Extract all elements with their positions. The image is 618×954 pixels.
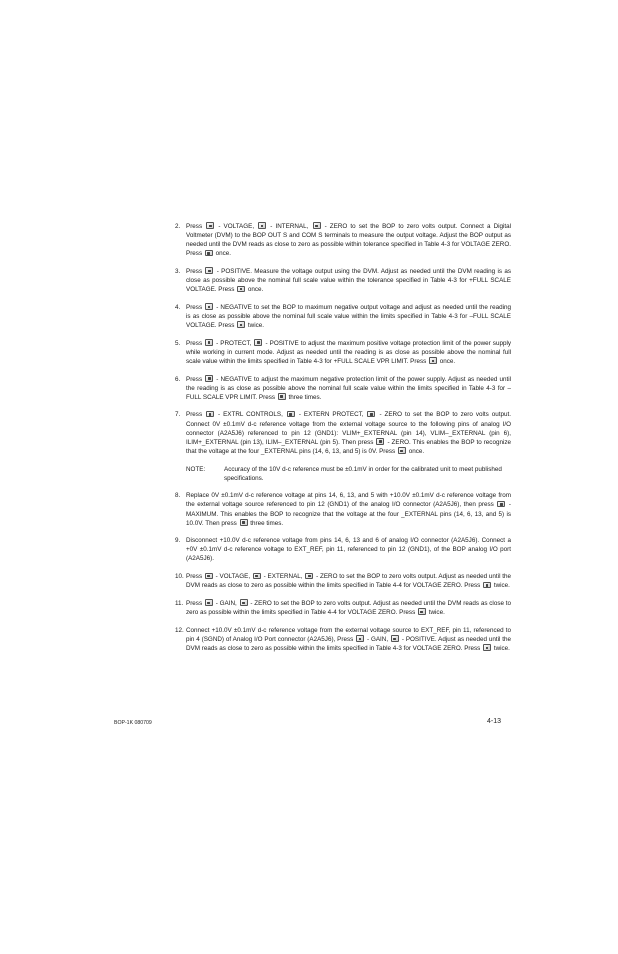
step-text (186, 626, 511, 653)
step-text (186, 536, 511, 563)
keypad-key-icon (367, 411, 375, 418)
keypad-key-icon (240, 519, 248, 526)
step-text-segment: once. (247, 286, 264, 294)
keypad-key-icon (205, 267, 213, 274)
procedure-step (175, 572, 511, 590)
step-text-segment: twice. (247, 322, 265, 330)
step-text-segment: - ZERO to set the BOP to zero volts output. Connect a Digital Voltmeter (DVM) to the BOP OUT S and COM S terminals to measure the output voltage. Adjust the BOP output as needed until the DVM reads as close to zero as possible within tolerance specified in Table 4-3 for VOLTAGE ZERO. Press (186, 223, 512, 258)
step-text-segment: - ZERO to set the BOP to zero volts output. Adjust as needed until the DVM reads as close to zero as possible within the limits specified in Table 4-4 for VOLTAGE ZERO. Press (186, 599, 512, 617)
procedure-content (175, 222, 511, 662)
step-number: 11. (175, 599, 184, 607)
step-text-segment: once. (439, 357, 456, 365)
keypad-key-icon (278, 393, 286, 400)
step-text-segment: Connect +10.0V ±0.1mV d-c reference voltage from the external voltage source to EXT_REF, pin 11, referenced to pin 4 (SGND) of Analog I/O Port connector (A2A5J6), Press (186, 626, 511, 643)
procedure-step (175, 536, 511, 563)
step-text-segment: - MAXIMUM. This enables the BOP to recognize that the voltage at the four _EXTERNAL pins (14, 6, 13, and 5) is 10.0V. Then press (186, 501, 512, 527)
procedure-step (175, 375, 511, 402)
keypad-key-icon (240, 599, 248, 606)
keypad-key-icon (376, 438, 384, 445)
step-text-segment: - INTERNAL, (270, 223, 309, 230)
step-text-segment: once. (408, 447, 425, 455)
step-text-segment: Disconnect +10.0V d-c reference voltage from pins 14, 6, 13 and 6 of analog I/O connector (A2A5J6). Connect a +0V ±0.1mV d-c reference voltage to EXT_REF, pin 11, referenced to pin 12 (GND1), of the BOP analog I/O port (A2A5J6). (186, 537, 511, 563)
step-text-segment: - ZERO to set the BOP to zero volts output. Connect 0V ±0.1mV d-c reference voltage from the external voltage source to the following pins of analog I/O connector (A2A5J6) referenced to pin 12 (GND1): VLIM+_EXTERNAL (pin 14), VLIM–_EXTERNAL (pin 6), ILIM+_EXTERNAL (pin 13), ILIM–_EXTERNAL (pin 5). Then press (186, 411, 512, 446)
step-text-segment: - EXTERN PROTECT, (298, 411, 364, 419)
step-text-segment: - POSITIVE to adjust the maximum positive voltage protection limit of the power supply while working in current mode. Adjust as needed until the reading is as close as possible above the nominal full scale value within the limits specified in Table 4-3 for +FULL SCALE VPR LIMIT. Press (186, 339, 511, 365)
keypad-key-icon (205, 303, 213, 310)
procedure-step (175, 222, 511, 258)
step-text-segment: Press (186, 267, 203, 275)
step-number: 5. (175, 339, 181, 347)
keypad-key-icon (206, 222, 214, 229)
note-block (175, 465, 511, 483)
step-text-segment: - VOLTAGE, (218, 223, 255, 230)
step-text-segment: Press (186, 223, 203, 230)
step-text-segment: twice. (493, 582, 510, 590)
keypad-key-icon (258, 222, 266, 229)
keypad-key-icon (205, 250, 213, 257)
keypad-key-icon (287, 411, 295, 418)
keypad-key-icon (483, 644, 491, 651)
step-text-segment: - EXTERNAL, (263, 573, 303, 581)
procedure-step (175, 626, 511, 653)
step-text-segment: - ZERO to set the BOP to zero volts output. Adjust as needed until the DVM reads as close to zero as possible within the limits specified in Table 4-4 for VOLTAGE ZERO. Press (186, 573, 512, 590)
step-text-segment: Press (186, 599, 203, 607)
step-number: 12. (175, 626, 184, 634)
step-text-segment: Press (186, 303, 203, 311)
step-text-segment: - ZERO. This enables the BOP to recognize that the voltage at the four _EXTERNAL pins (14, 6, 13, and 5) is 0V. Press (186, 438, 512, 455)
step-text (186, 303, 511, 330)
keypad-key-icon (305, 573, 313, 580)
keypad-key-icon (313, 222, 321, 229)
step-number: 4. (175, 303, 181, 311)
step-text (186, 222, 511, 258)
keypad-key-icon (205, 375, 213, 382)
step-number: 10. (175, 573, 184, 581)
keypad-key-icon (356, 635, 364, 642)
step-text-segment: - EXTRL CONTROLS, (218, 411, 283, 419)
step-number: 3. (175, 267, 181, 275)
step-text-segment: - GAIN, (215, 599, 237, 607)
step-text-segment: Press (186, 339, 203, 347)
step-text (186, 339, 511, 366)
step-text-segment: three times. (250, 519, 284, 527)
step-text-segment: Press (186, 573, 203, 581)
step-text (186, 375, 511, 402)
procedure-step (175, 339, 511, 366)
step-number: 8. (175, 492, 181, 500)
keypad-key-icon (237, 286, 245, 293)
step-text-segment: Replace 0V ±0.1mV d-c reference voltage at pins 14, 6, 13, and 5 with +10.0V ±0.1mV d-c reference voltage from the external voltage source referenced to pin 12 (GND1) of the analog I/O connector (A2A5J6), then press (186, 492, 511, 509)
keypad-key-icon (497, 501, 505, 508)
step-text-segment: - PROTECT, (216, 339, 252, 347)
step-text (186, 267, 511, 294)
step-text-segment: twice. (428, 609, 445, 617)
page-number: 4-13 (487, 718, 502, 725)
step-number: 9. (175, 537, 181, 545)
keypad-key-icon (429, 357, 437, 364)
keypad-key-icon (206, 411, 214, 418)
document-id: BOP-1K 080709 (114, 720, 152, 726)
keypad-key-icon (253, 573, 261, 580)
step-text-segment: - POSITIVE. Adjust as needed until the DVM reads as close to zero as possible within the limits specified in Table 4-3 for VOLTAGE ZERO. Press (186, 635, 512, 652)
note-label: NOTE: (186, 465, 206, 473)
keypad-key-icon (254, 339, 262, 346)
keypad-key-icon (398, 447, 406, 454)
step-text (186, 410, 511, 455)
keypad-key-icon (205, 599, 213, 606)
procedure-step (175, 267, 511, 294)
keypad-key-icon (391, 635, 399, 642)
step-number: 7. (175, 411, 181, 419)
step-text-segment: - NEGATIVE to adjust the maximum negative protection limit of the power supply. Adjust as needed until the reading is as close as possible above the nominal full scale value within the limits specified in Table 4-3 for –FULL SCALE VPR LIMIT. Press (186, 375, 511, 401)
step-text-segment: once. (215, 250, 232, 258)
step-text-segment: Press (186, 375, 203, 383)
step-text (186, 599, 511, 617)
step-text-segment: twice. (493, 644, 510, 652)
step-text-segment: Press (186, 411, 203, 419)
step-text (186, 572, 511, 590)
keypad-key-icon (483, 582, 491, 589)
step-text-segment: - VOLTAGE, (215, 573, 251, 581)
procedure-step (175, 491, 511, 527)
keypad-key-icon (205, 573, 213, 580)
note-text: Accuracy of the 10V d-c reference must be ±0.1mV in order for the calibrated unit to meet published specifications. (224, 465, 502, 482)
keypad-key-icon (205, 339, 213, 346)
keypad-key-icon (418, 608, 426, 615)
procedure-step (175, 410, 511, 455)
step-number: 2. (175, 223, 181, 230)
step-text (186, 491, 511, 527)
procedure-step (175, 303, 511, 330)
keypad-key-icon (237, 321, 245, 328)
step-text-segment: - NEGATIVE to set the BOP to maximum negative output voltage and adjust as needed until the reading is as close as possible above the nominal full scale value within the limits specified in Table 4-3 for –FULL SCALE VOLTAGE. Press (186, 303, 512, 330)
step-text-segment: - GAIN, (367, 635, 389, 643)
procedure-step (175, 599, 511, 617)
step-text-segment: - POSITIVE. Measure the voltage output using the DVM. Adjust as needed until the DVM reading is as close as possible above the nominal full scale value within the tolerance specified in Table 4-3 for +FULL SCALE VOLTAGE. Press (186, 267, 512, 294)
step-number: 6. (175, 375, 181, 383)
step-text-segment: three times. (288, 393, 322, 401)
